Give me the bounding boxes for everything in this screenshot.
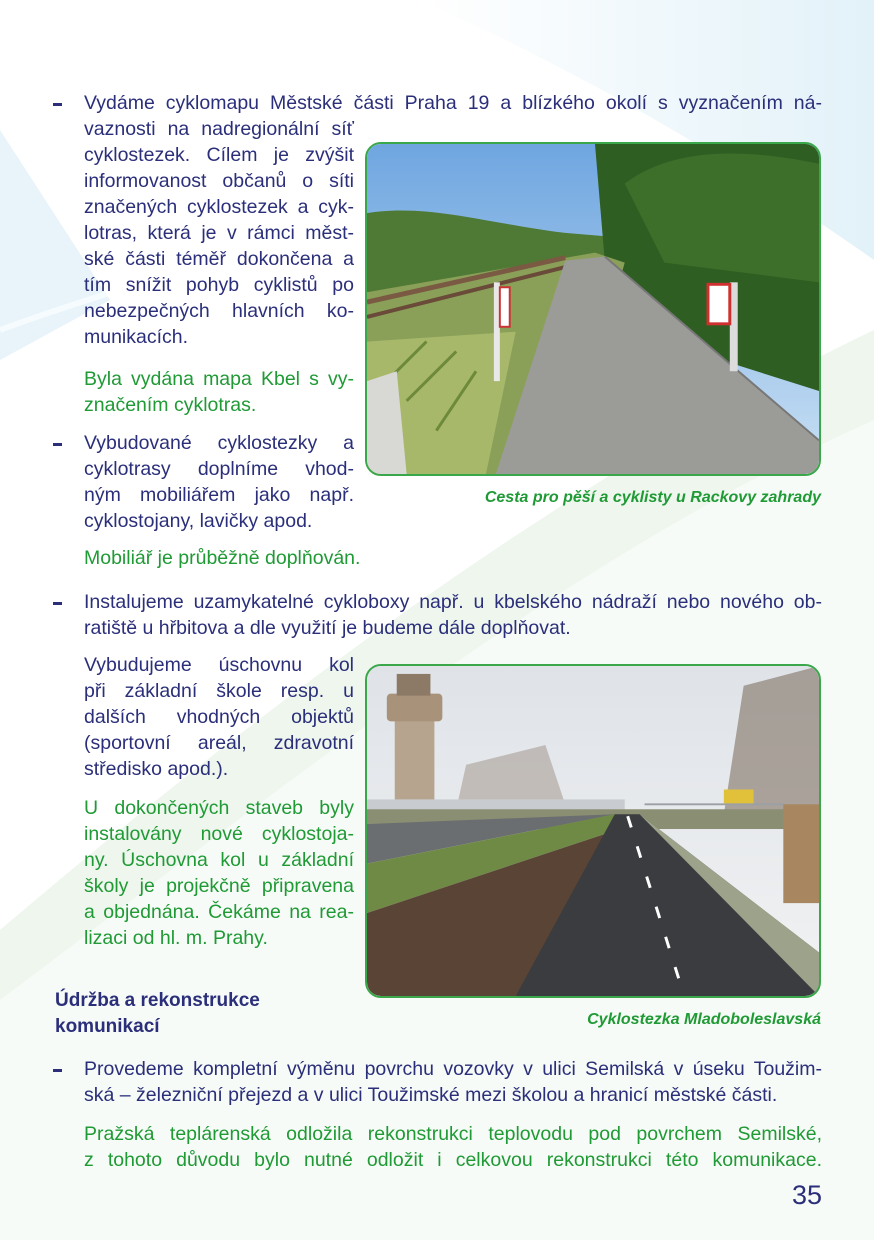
paragraph-text: cyklostezek. Cílem je zvýšit: [84, 144, 354, 166]
paragraph-text: Vybudované cyklostezky a: [84, 432, 354, 454]
photo-caption: Cyklostezka Mladoboleslavská: [587, 1011, 821, 1028]
status-text: U dokončených staveb byly: [84, 797, 354, 819]
paragraph-text: nebezpečných hlavních ko-: [84, 300, 354, 322]
paragraph-text: cyklotrasy doplníme vhod-: [84, 458, 354, 480]
paragraph-text: lotras, která je v rámci měst-: [84, 222, 354, 244]
page-number: 35: [791, 1180, 822, 1210]
status-text: Mobiliář je průběžně doplňován.: [84, 547, 361, 569]
status-text: značením cyklotras.: [84, 394, 257, 416]
status-text: školy je projekčně připravena: [84, 875, 354, 897]
paragraph-text: při základní škole resp. u: [84, 680, 354, 702]
paragraph-text: Provedeme kompletní výměnu povrchu vozovky v ulici Semilská v úseku Toužim-: [84, 1058, 822, 1080]
status-text: instalovány nové cyklostoja-: [84, 823, 354, 845]
status-text: lizaci od hl. m. Prahy.: [84, 927, 268, 949]
status-text: ny. Úschovna kol u základní: [84, 849, 354, 871]
bullet-marker: [53, 602, 62, 605]
paragraph-text: Vybudujeme úschovnu kol: [84, 654, 354, 676]
paragraph-text: vaznosti na nadregionální síť: [84, 118, 354, 140]
status-text: z tohoto důvodu bylo nutné odložit i celkovou rekonstrukci této komunikace.: [84, 1149, 822, 1171]
section-heading: Údržba a rekonstrukce: [55, 990, 260, 1011]
bullet-marker: [53, 443, 62, 446]
paragraph-text: informovanost občanů o síti: [84, 170, 354, 192]
paragraph-text: (sportovní areál, zdravotní: [84, 732, 354, 754]
paragraph-text: středisko apod.).: [84, 758, 229, 780]
paragraph-text: dalších vhodných objektů: [84, 706, 354, 728]
section-heading: komunikací: [55, 1016, 160, 1037]
paragraph-text: ratiště u hřbitova a dle využití je budeme dále doplňovat.: [84, 617, 571, 639]
paragraph-text: Instalujeme uzamykatelné cykloboxy např. u kbelského nádraží nebo nového ob-: [84, 591, 822, 613]
paragraph-text: ská – železniční přejezd a v ulici Toužimské mezi školou a hranicí městské části.: [84, 1084, 778, 1106]
paragraph-text: ské části téměř dokončena a: [84, 248, 354, 270]
paragraph-text: munikacích.: [84, 326, 189, 348]
photo-bike-path-rackova: [365, 142, 821, 476]
photo-caption: Cesta pro pěší a cyklisty u Rackovy zahrady: [484, 489, 821, 506]
status-text: Pražská teplárenská odložila rekonstrukci teplovodu pod povrchem Semilské,: [84, 1123, 822, 1145]
photo-bike-path-mladoboleslavska: [365, 664, 821, 998]
paragraph-text: tím snížit pohyb cyklistů po: [84, 274, 354, 296]
status-text: a objednána. Čekáme na rea-: [84, 901, 354, 923]
bullet-marker: [53, 103, 62, 106]
paragraph-text: Vydáme cyklomapu Městské části Praha 19 a blízkého okolí s vyznačením ná-: [84, 92, 822, 114]
paragraph-text: cyklostojany, lavičky apod.: [84, 510, 313, 532]
status-text: Byla vydána mapa Kbel s vy-: [84, 368, 354, 390]
paragraph-text: značených cyklostezek a cyk-: [84, 196, 354, 218]
bullet-marker: [53, 1069, 62, 1072]
paragraph-text: ným mobiliářem jako např.: [84, 484, 354, 506]
